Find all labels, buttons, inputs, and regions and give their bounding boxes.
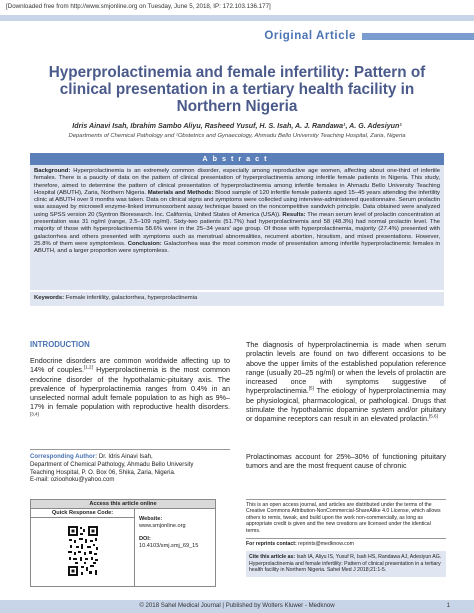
website-label: Website: [139,516,163,522]
introduction-heading: INTRODUCTION [30,340,90,349]
page-number: 1 [446,602,450,609]
results-text: The mean serum level of prolactin concentration at presentation was 31 ng/ml (range, 2.5–109 ng/ml). Sixty-two patients (51.7%) had hyperprolactinemia and 58 (48.3%) had normal prolactin level. The majority of those with hyperprolactinemia 58.6% were in the 25–34 years' age group. Of those with hyperprolactinemia, majority (27.4%) presented with galactorrhea and others presented with symptoms such as menstrual abnormalities, recurrent abortion, hirsutism, and mixed presentations. However, 25.8% of them were symptomless. [34,211,441,247]
license-text: This is an open access journal, and articles are distributed under the terms of the Creative Commons Attribution-NonCommercial-ShareAlike 4.0 License, which allows others to remix, tweak, and build upon the work non-commercially, as long as appropriate credit is given and the new creations are licensed under the identical terms. [246,502,441,534]
header-band [0,15,474,21]
diagnosis-paragraph [246,340,446,424]
access-online-box [30,499,216,587]
qr-cell [31,518,135,587]
reprints-email[interactable]: reprints@medknow.com [296,541,354,548]
doi-label: DOI: [139,536,151,542]
materials-text: Blood sample of 120 infertile female patients aged 15–45 years attending the infertility clinic at ABUTH over 9 months was taken. Data on clinical signs and symptoms were collected using interview-administered questionnaire. Serum prolactin was assayed by microwell enzyme-linked immunosorbent assay technique based on the noncompetitive sandwich principle. Data obtained were analyzed using SPSS version 20 (Syntron Bioresearch. Inc. California, United States of America (USA)). [34,189,440,218]
correspondence-name: Dr. Idris Ainavi Isah, [97,453,153,460]
prolactinoma-paragraph: Prolactinomas account for 25%–30% of functioning pituitary tumors and are the most frequent cause of chronic [246,452,446,471]
correspondence-address: Teaching Hospital, P. O. Box 06, Shika, Zaria, Nigeria. [30,468,176,476]
article-type-label: Original Article [264,30,356,42]
citation-box [246,551,446,576]
conclusion-label: Conclusion: [127,240,162,247]
license-box [246,499,446,577]
background-text: Hyperprolactinemia is an extremely common disorder, especially among reproductive age women, affecting about one-third of infertile females. There is a paucity of data on the pattern of clinical presentation of hyperprolactinemia among infertile female patients in Nigeria. This study, therefore, aimed to determine the pattern of clinical presentation of hyperprolactinemia among infertile females in Ahmadu Bello University Teaching Hospital (ABUTH), Zaria, Northern Nigeria. [34,168,440,196]
cite-text: Isah IA, Aliyu IS, Yusuf R, Isah HS, Randawa AJ, Adesiyun AG. Hyperprolactinemia and female infertility: Pattern of clinical presentation in a tertiary health facility in Northern Nigeria. Sahel Med J 2018;21:1-5. [249,554,442,574]
diagnosis-text-part2: The etiology of hyperprolactinemia may be physiological, pharmacological, or pathological. Drugs that stimulate the hypothalamic dopamine system and/or pituitary or dopamine receptors can result in an elevated prolactin. [246,386,446,424]
correspondence-dept: Department of Chemical Pathology, Ahmadu Bello University [30,460,194,468]
intro-ref2[interactable]: [3,4] [30,411,39,417]
results-label: Results: [282,211,306,218]
download-notice: [Downloaded free from http://www.smjonline.org on Tuesday, June 5, 2018, IP: 172.103.136.177] [6,3,271,10]
footer-copyright: © 2018 Sahel Medical Journal | Published by Wolters Kluwer - Medknow [139,602,335,609]
author-list: Idris Ainavi Isah, Ibrahim Sambo Aliyu, Rasheed Yusuf, H. S. Isah, A. J. Randawa¹, A. G. Adesiyun¹ [72,122,402,130]
conclusion-text: Galactorrhea was the most common mode of presentation among infertile hyperprolactinemic females in ABUTH, and a larger proportion were symptomless. [34,240,441,255]
cite-label: Cite this article as: [249,554,296,561]
introduction-paragraph [30,356,230,421]
access-info [139,516,215,550]
intro-text-part2: Hyperprolactinemia is the most common endocrine disorder of the hypothalamic-pituitary axis. The prevalence of hyperprolactinemia ranges from 0.4% in an unselected normal adult female population to as high as 9%–17% in female population with reproductive health disorders. [30,365,230,412]
correspondence-email[interactable]: E-mail: ozioohoku@yahoo.com [30,476,115,484]
diagnosis-text-part1: The diagnosis of hyperprolactinemia is made when serum prolactin levels are found on two different occasions to be above the upper limits of the established population reference range (usually 20–25 ng/ml) or when the levels of prolactin are increased once with symptoms suggestive of hyperprolactinemia. [246,340,446,396]
diagnosis-ref1[interactable]: [5] [308,386,314,392]
abstract-heading: Abstract [30,153,444,165]
qr-code-icon[interactable] [67,525,99,577]
diagnosis-ref2[interactable]: [5,6] [429,413,438,419]
qr-label: Quick Response Code: [31,509,135,518]
access-title: Access this article online [31,500,215,509]
affiliations: Departments of Chemical Pathology and ¹Obstetrics and Gynaecology, Ahmadu Bello University Teaching Hospital, Zaria, Nigeria [68,133,406,139]
keywords [30,292,444,306]
correspondence-heading: Corresponding Author: [30,453,98,460]
materials-label: Materials and Methods: [147,189,214,196]
keywords-label: Keywords: [34,295,65,301]
background-label: Background: [34,168,71,174]
doi-link[interactable]: 10.4103/smj.smj_69_15 [139,543,199,549]
keywords-text: Female infertility, galactorrhea, hyperprolactinemia [65,295,198,301]
abstract-body [30,165,444,290]
article-type-bar [362,33,474,40]
intro-text-part1: Endocrine disorders are common worldwide affecting up to 14% of couples. [30,356,230,375]
correspondence-box [30,449,230,499]
article-title: Hyperprolactinemia and female infertility: Pattern of clinical presentation in a tertiary health facility in Northern Nigeria [48,64,426,116]
reprints-line [246,538,446,547]
intro-ref1[interactable]: [1,2] [83,364,93,370]
website-link[interactable]: www.smjonline.org [139,523,186,529]
reprints-label: For reprints contact: [246,541,297,548]
